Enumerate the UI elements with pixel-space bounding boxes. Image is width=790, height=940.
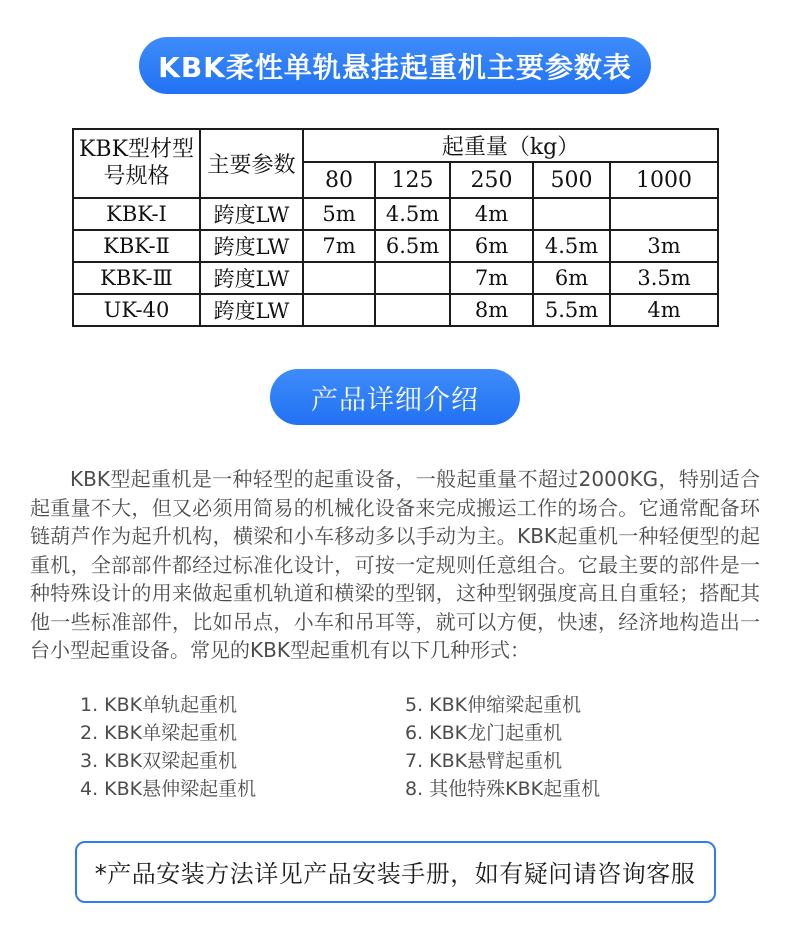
span-cell: 7m — [450, 262, 533, 294]
page-title: KBK柔性单轨悬挂起重机主要参数表 — [158, 50, 632, 84]
installation-note-box — [75, 841, 716, 903]
span-cell: 6m — [533, 262, 610, 294]
span-cell: 3.5m — [610, 262, 718, 294]
param-cell: 跨度LW — [200, 198, 303, 230]
span-cell: 8m — [450, 294, 533, 326]
capacity-header-500: 500 — [533, 162, 610, 198]
model-cell: KBK-Ⅰ — [73, 198, 200, 230]
span-cell: 4m — [450, 198, 533, 230]
span-cell: 4.5m — [533, 230, 610, 262]
span-cell: 6.5m — [375, 230, 450, 262]
param-column-header: 主要参数 — [200, 129, 303, 198]
table-row — [73, 294, 718, 326]
span-cell — [303, 294, 375, 326]
span-cell: 7m — [303, 230, 375, 262]
span-cell: 5.5m — [533, 294, 610, 326]
model-cell: KBK-Ⅲ — [73, 262, 200, 294]
intro-paragraph: KBK型起重机是一种轻型的起重设备，一般起重量不超过2000KG，特别适合起重量不大，但又必须用简易的机械化设备来完成搬运工作的场合。它通常配备环链葫芦作为起升机构，横梁和小车移动多以手动为主。KBK起重机一种轻便型的起重机，全部部件都经过标准化设计，可按一定规则任意组合。它最主要的部件是一种特殊设计的用来做起重机轨道和横梁的型钢，这种型钢强度高且自重轻；搭配其他一些标准部件，比如吊点，小车和吊耳等，就可以方便，快速，经济地构造出一台小型起重设备。常见的KBK型起重机有以下几种形式： — [30, 467, 760, 662]
capacity-group-header: 起重量（kg） — [303, 129, 718, 162]
list-item: 7. KBK悬臂起重机 — [405, 749, 563, 772]
parameters-table — [72, 128, 719, 327]
crane-types-list — [80, 691, 790, 803]
list-item: 8. 其他特殊KBK起重机 — [405, 777, 601, 800]
span-cell: 3m — [610, 230, 718, 262]
capacity-header-80: 80 — [303, 162, 375, 198]
list-item: 1. KBK单轨起重机 — [80, 693, 238, 716]
page-title-banner — [139, 37, 651, 94]
table-row — [73, 198, 718, 230]
table-header-row — [73, 129, 718, 162]
list-item: 6. KBK龙门起重机 — [405, 721, 563, 744]
span-cell — [303, 262, 375, 294]
param-cell: 跨度LW — [200, 294, 303, 326]
product-detail-section-banner — [270, 369, 520, 425]
model-column-header: KBK型材型号规格 — [73, 129, 200, 198]
span-cell — [533, 198, 610, 230]
span-cell: 4.5m — [375, 198, 450, 230]
span-cell — [375, 262, 450, 294]
capacity-header-125: 125 — [375, 162, 450, 198]
list-item: 2. KBK单梁起重机 — [80, 721, 238, 744]
installation-note-text: *产品安装方法详见产品安装手册，如有疑问请咨询客服 — [94, 860, 696, 888]
span-cell — [375, 294, 450, 326]
list-item: 4. KBK悬伸梁起重机 — [80, 777, 257, 800]
span-cell — [610, 198, 718, 230]
table-row — [73, 230, 718, 262]
param-cell: 跨度LW — [200, 262, 303, 294]
span-cell: 5m — [303, 198, 375, 230]
capacity-header-250: 250 — [450, 162, 533, 198]
param-cell: 跨度LW — [200, 230, 303, 262]
model-cell: KBK-Ⅱ — [73, 230, 200, 262]
span-cell: 4m — [610, 294, 718, 326]
product-detail-section-label: 产品详细介绍 — [311, 384, 479, 416]
table-row — [73, 262, 718, 294]
capacity-header-1000: 1000 — [610, 162, 718, 198]
model-cell: UK-40 — [73, 294, 200, 326]
list-item: 5. KBK伸缩梁起重机 — [405, 693, 582, 716]
list-item: 3. KBK双梁起重机 — [80, 749, 238, 772]
span-cell: 6m — [450, 230, 533, 262]
